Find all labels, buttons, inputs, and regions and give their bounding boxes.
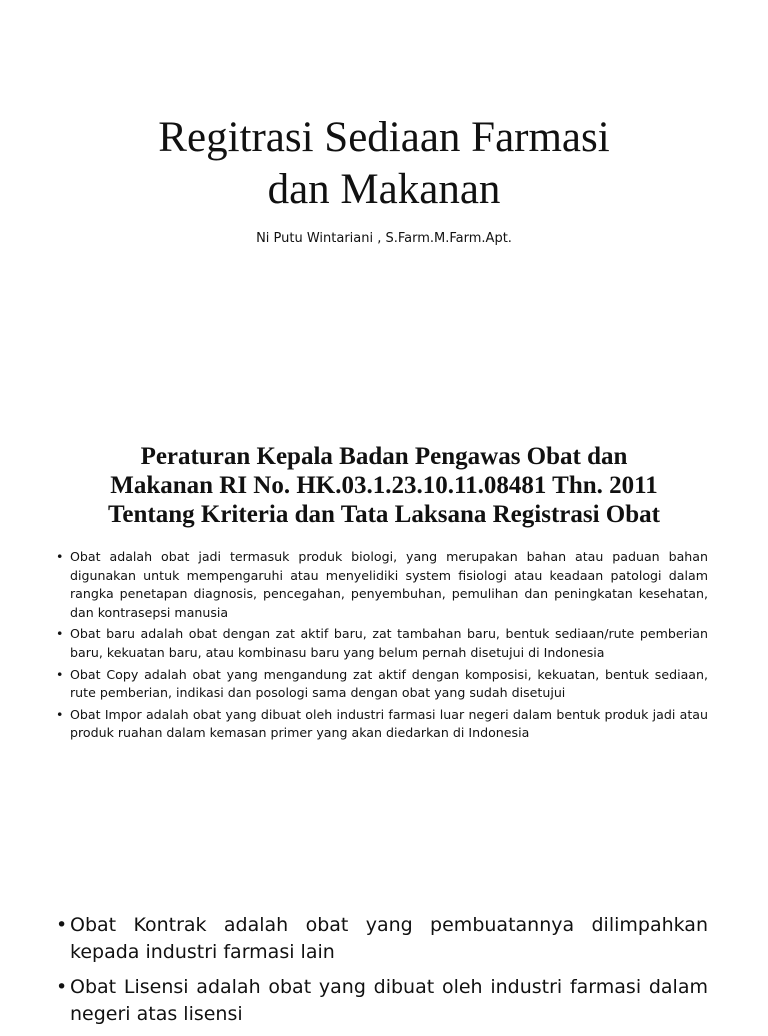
heading-line: Tentang Kriteria dan Tata Laksana Registrasi Obat	[108, 501, 660, 528]
title-line: dan Makanan	[267, 166, 501, 213]
heading-line: Makanan RI No. HK.03.1.23.10.11.08481 Thn. 2011	[110, 472, 658, 499]
presentation-title	[40, 112, 728, 216]
bullet-icon: •	[56, 666, 64, 682]
list-item	[56, 912, 708, 965]
title-line: Regitrasi Sediaan Farmasi	[158, 114, 610, 161]
bullet-icon: •	[56, 706, 64, 722]
list-item-text: Obat Impor adalah obat yang dibuat oleh industri farmasi luar negeri dalam bentuk produk jadi atau produk ruahan dalam kemasan primer yang akan diedarkan di Indonesia	[70, 706, 708, 741]
author-subtitle: Ni Putu Wintariani , S.Farm.M.Farm.Apt.	[256, 231, 512, 246]
list-item-text: Obat adalah obat jadi termasuk produk biologi, yang merupakan bahan atau paduan bahan digunakan untuk mempengaruhi atau menyelidiki system fisiologi atau keadaan patologi dalam rangka penetapan diagnosis, pencegahan, penyembuhan, pemulihan dan peningkatan kesehatan, dan kontrasepsi manusia	[70, 549, 708, 620]
list-item-text: Obat Lisensi adalah obat yang dibuat oleh industri farmasi dalam negeri atas lisensi	[70, 976, 708, 1025]
bullet-icon: •	[56, 626, 64, 642]
list-item-text: Obat Copy adalah obat yang mengandung zat aktif dengan komposisi, kekuatan, bentuk sediaan, rute pemberian, indikasi dan posologi sama dengan obat yang sudah disetujui	[70, 666, 708, 701]
title-slide	[0, 0, 768, 270]
bullet-icon: •	[56, 549, 64, 564]
list-item-text: Obat Kontrak adalah obat yang pembuatannya dilimpahkan kepada industri farmasi lain	[70, 914, 708, 963]
bullet-icon: •	[56, 976, 68, 998]
list-item-text: Obat baru adalah obat dengan zat aktif baru, zat tambahan baru, bentuk sediaan/rute pemberian baru, kekuatan baru, atau kombinasu baru yang belum pernah disetujui di Indonesia	[70, 626, 708, 660]
definition-list	[56, 548, 708, 746]
continuation-slide	[0, 890, 768, 1024]
list-item	[56, 625, 708, 662]
list-item	[56, 666, 708, 703]
list-item	[56, 548, 708, 622]
heading-line: Peraturan Kepala Badan Pengawas Obat dan	[140, 443, 628, 470]
bullet-icon: •	[56, 914, 68, 936]
list-item	[56, 706, 708, 743]
definition-list	[56, 912, 708, 1036]
slide-heading	[30, 442, 738, 529]
regulation-slide	[0, 420, 768, 840]
list-item	[56, 974, 708, 1027]
